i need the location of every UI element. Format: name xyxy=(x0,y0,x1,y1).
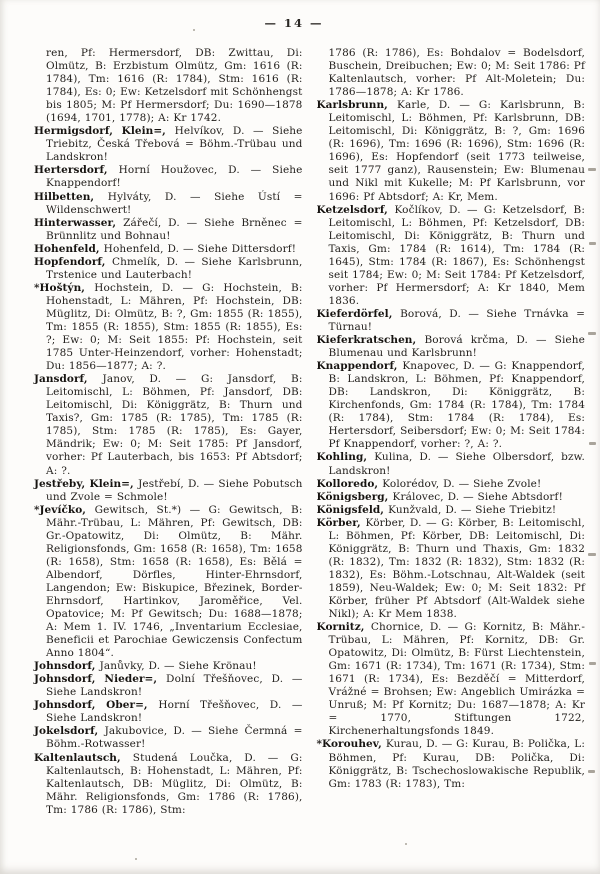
entry: 1786 (R: 1786), Es: Bohdalov = Bodelsdorf, Buschein, Dreibuchen; Ew: 0; M: Seit 1786: Pf Kaltenlautsch, vorher: Pf Alt-Moletein; Du: 1786—1878; A: Kr 1786. xyxy=(328,47,585,99)
entry: Jestřeby, Klein=, Jestřebí, D. — Siehe Pobutsch und Zvole = Schmole! xyxy=(34,477,303,503)
scan-artifact xyxy=(405,843,407,845)
entry: Hopfendorf, Chmelík, D. — Siehe Karlsbrunn, Trstenice und Lauterbach! xyxy=(34,255,303,281)
entry-headword: Jokelsdorf, xyxy=(34,725,105,738)
entry-headword: Hohenfeld, xyxy=(34,242,104,255)
entry: Königsberg, Královec, D. — Siehe Abtsdorf! xyxy=(316,490,563,503)
entry-headword: Hinterwasser, xyxy=(34,216,124,229)
entry-headword: Kornitz, xyxy=(316,621,371,634)
entry: Jansdorf, Janov, D. — G: Jansdorf, B: Leitomischl, L: Böhmen, Pf: Jansdorf, DB: Leitomischl, Di: Königgrätz, B: Thurn und Taxis?, Gm: 1785 (R: 1785), Tm: 1785 (R: 1785), Stm: 1785 (R: 1785), Es: Gayer, Mändrik; Ew: 0; M: Seit 1785: Pf Jansdorf, vorher: Pf Lauterbach, bis 1653: Pf Abtsdorf; A: ?. xyxy=(34,373,303,477)
entry-headword: Kaltenlautsch, xyxy=(34,751,133,764)
entry: Kieferkratschen, Borová krčma, D. — Siehe Blumenau und Karlsbrunn! xyxy=(316,334,585,360)
entry: Kornitz, Chornice, D. — G: Kornitz, B: Mähr.-Trübau, L: Mähren, Pf: Kornitz, DB: Gr. Opatowitz, Di: Olmütz, B: Fürst Liechtenstein, Gm: 1671 (R: 1734), Tm: 1671 (R: 1734), Stm: 1671 (R: 1734), Es: Bezděčí = Mitterdorf, Vrážné = Brohsen; Ew: Angeblich Umirázka = Unruß; M: Pf Kornitz; Du: 1687—1878; A: Kr = 1770, Stiftungen 1722, Kirchenerhaltungsfonds 1849. xyxy=(316,621,586,738)
scan-artifact xyxy=(588,168,596,171)
entry-headword: *Jevíčko, xyxy=(34,503,95,516)
entry: *Hoštýn, Hochstein, D. — G: Hochstein, B: Hohenstadt, L: Mähren, Pf: Hochstein, DB: Müglitz, Di: Olmütz, B: ?, Gm: 1855 (R: 1855), Tm: 1855 (R: 1855), Stm: 1855 (R: 1855), Es: ?; Ew: 0; M: Seit 1855: Pf: Hochstein, seit 1785 Unter-Heinzendorf, vorher: Hohenstadt; Du: 1856—1877; A: ?. xyxy=(34,281,303,373)
page-number: — 14 — xyxy=(264,16,324,30)
scan-artifact xyxy=(589,442,596,445)
scan-artifact xyxy=(588,553,596,556)
entry: Hilbetten, Hylváty, D. — Siehe Ústí = Wildenschwert! xyxy=(34,190,303,216)
entry-headword: Johnsdorf, Nieder=, xyxy=(34,673,167,686)
entry-headword: Johnsdorf, Ober=, xyxy=(34,699,159,712)
entry: Johnsdorf, Janůvky, D. — Siehe Krönau! xyxy=(34,660,257,673)
entry: Kieferdörfel, Borová, D. — Siehe Trnávka = Türnau! xyxy=(316,307,586,333)
entry-headword: Hopfendorf, xyxy=(34,255,112,268)
entry: Johnsdorf, Nieder=, Dolní Třešňovec, D. — Siehe Landskron! xyxy=(34,673,303,699)
entry: *Korouhev, Kurau, D. — G: Kurau, B: Polička, L: Böhmen, Pf: Kurau, DB: Polička, Di: Königgrätz, B: Tschechoslowakische Republik, Gm: 1783 (R: 1783), Tm: xyxy=(316,738,585,790)
entry: Hinterwasser, Zářečí, D. — Siehe Brněnec = Brünnlitz und Bohnau! xyxy=(34,216,303,242)
scan-artifact xyxy=(588,770,595,773)
scan-artifact xyxy=(589,662,596,665)
entry: Karlsbrunn, Karle, D. — G: Karlsbrunn, B: Leitomischl, L: Böhmen, Pf: Karlsbrunn, DB: Leitomischl, Di: Königgrätz, B: ?, Gm: 1696 (R: 1696), Tm: 1696 (R: 1696), Stm: 1696 (R: 1696), Es: Hopfendorf (seit 1773 teilweise, seit 1777 ganz), Rausenstein; Ew: Blumenau und Nikl mit Kukelle; M: Pf Karlsbrunn, vor 1696: Pf Abtsdorf; A: Kr, Mem. xyxy=(316,99,586,203)
entry-headword: Kohling, xyxy=(316,451,375,464)
entry: Jokelsdorf, Jakubovice, D. — Siehe Čermná = Böhm.-Rotwasser! xyxy=(34,725,303,751)
entry-headword: Knappendorf, xyxy=(316,360,403,373)
text-columns xyxy=(0,47,600,817)
entry-headword: Hermigsdorf, Klein=, xyxy=(34,125,175,138)
entry-headword: Körber, xyxy=(316,516,366,529)
entry: Kolloredo, Kolorédov, D. — Siehe Zvole! xyxy=(316,477,542,490)
entry-headword: Ketzelsdorf, xyxy=(316,203,395,216)
entry-headword: Hertersdorf, xyxy=(34,164,119,177)
entry-headword: *Korouhev, xyxy=(316,738,386,751)
column-left xyxy=(34,47,303,817)
entry: Körber, Körber, D. — G: Körber, B: Leitomischl, L: Böhmen, Pf: Körber, DB: Leitomischl, Di: Königgrätz, B: Thurn und Thaxis, Gm: 1832 (R: 1832), Tm: 1832 (R: 1832), Stm: 1832 (R: 1832), Es: Böhm.-Lotschnau, Alt-Waldek (seit 1859), Neu-Waldek; Ew: 0; M: Seit 1832: Pf Körber, früher Pf Abtsdorf (Alt-Waldek siehe Nikl); A: Kr Mem 1838. xyxy=(316,516,585,621)
entry-headword: Jansdorf, xyxy=(34,373,103,386)
column-right xyxy=(317,47,586,817)
scan-artifact xyxy=(193,29,195,31)
entry-headword: Hilbetten, xyxy=(34,190,108,203)
entry-headword: *Hoštýn, xyxy=(34,281,95,294)
entry: Kohling, Kulina, D. — Siehe Olbersdorf, bzw. Landskron! xyxy=(316,451,585,477)
entry: Ketzelsdorf, Kočlíkov, D. — G: Ketzelsdorf, B: Leitomischl, L: Böhmen, Pf: Ketzelsdorf, DB: Leitomischl, Di: Königgrätz, B: Thurn und Taxis, Gm: 1784 (R: 1614), Tm: 1784 (R: 1645), Stm: 1784 (R: 1867), Es: Schönhengst seit 1784; Ew: 0; M: Seit 1784: Pf Ketzelsdorf, vorher: Pf Hermersdorf; A: Kr 1840, Mem 1836. xyxy=(316,203,585,307)
entry: Hohenfeld, Hohenfeld, D. — Siehe Dittersdorf! xyxy=(34,242,297,255)
entry-headword: Kolloredo, xyxy=(316,477,383,490)
scan-artifact xyxy=(589,242,596,245)
entry-headword: Jestřeby, Klein=, xyxy=(34,477,139,490)
entry-headword: Karlsbrunn, xyxy=(316,99,398,112)
entry: Hermigsdorf, Klein=, Helvíkov, D. — Siehe Triebitz, Česká Třebová = Böhm.-Trübau und Landskron! xyxy=(34,125,303,164)
entry-headword: Königsberg, xyxy=(316,490,393,503)
entry-headword: Königsfeld, xyxy=(316,503,389,516)
scan-artifact xyxy=(588,332,596,335)
entry: Königsfeld, Kunžvald, D. — Siehe Triebitz! xyxy=(316,503,557,516)
entry: Johnsdorf, Ober=, Horní Třešňovec, D. — Siehe Landskron! xyxy=(34,699,303,725)
entry-headword: Kieferdörfel, xyxy=(316,307,401,320)
entry: Kaltenlautsch, Studená Loučka, D. — G: Kaltenlautsch, B: Hohenstadt, L: Mähren, Pf: Kaltenlautsch, DB: Müglitz, Di: Olmütz, B: Mähr. Religionsfonds, Gm: 1786 (R: 1786), Tm: 1786 (R: 1786), Stm: xyxy=(34,751,303,816)
entry: Hertersdorf, Horní Houžovec, D. — Siehe Knappendorf! xyxy=(34,164,303,190)
entry-headword: Kieferkratschen, xyxy=(316,334,425,347)
entry: *Jevíčko, Gewitsch, St.*) — G: Gewitsch, B: Mähr.-Trübau, L: Mähren, Pf: Gewitsch, DB: Gr.-Opatowitz, Di: Olmütz, B: Mähr. Religionsfonds, Gm: 1658 (R: 1658), Tm: 1658 (R: 1658), Stm: 1658 (R: 1658), Es: Bělá = Albendorf, Dörfles, Hinter-Ehrnsdorf, Langendon; Ew: Biskupice, Březinek, Border-Ehrnsdorf, Hartinkov, Jaroměřice, Vel. Opatovice; M: Pf Gewitsch; Du: 1688—1878; A: Mem 1. IV. 1746, „Inventarium Ecclesiae, Beneficii et Parochiae Gewiczensis Confectum Anno 1804“. xyxy=(34,503,303,660)
scan-artifact xyxy=(135,858,137,860)
entry: Knappendorf, Knapovec, D. — G: Knappendorf, B: Landskron, L: Böhmen, Pf: Knappendorf, DB: Landskron, Di: Königgrätz, B: Kirchenfonds, Gm: 1784 (R: 1784), Tm: 1784 (R: 1784), Stm: 1784 (R: 1784), Es: Hertersdorf, Seibersdorf; Ew: 0; M: Seit 1784: Pf Knappendorf, vorher: ?, A: ?. xyxy=(316,360,585,451)
entry-headword: Johnsdorf, xyxy=(34,660,100,673)
entry: ren, Pf: Hermersdorf, DB: Zwittau, Di: Olmütz, B: Erzbistum Olmütz, Gm: 1616 (R: 1784), Tm: 1616 (R: 1784), Stm: 1616 (R: 1784), Es: 0; Ew: Ketzelsdorf mit Schönhengst bis 1805; M: Pf Hermersdorf; Du: 1690—1878 (1694, 1701, 1778); A: Kr 1742. xyxy=(46,47,303,125)
